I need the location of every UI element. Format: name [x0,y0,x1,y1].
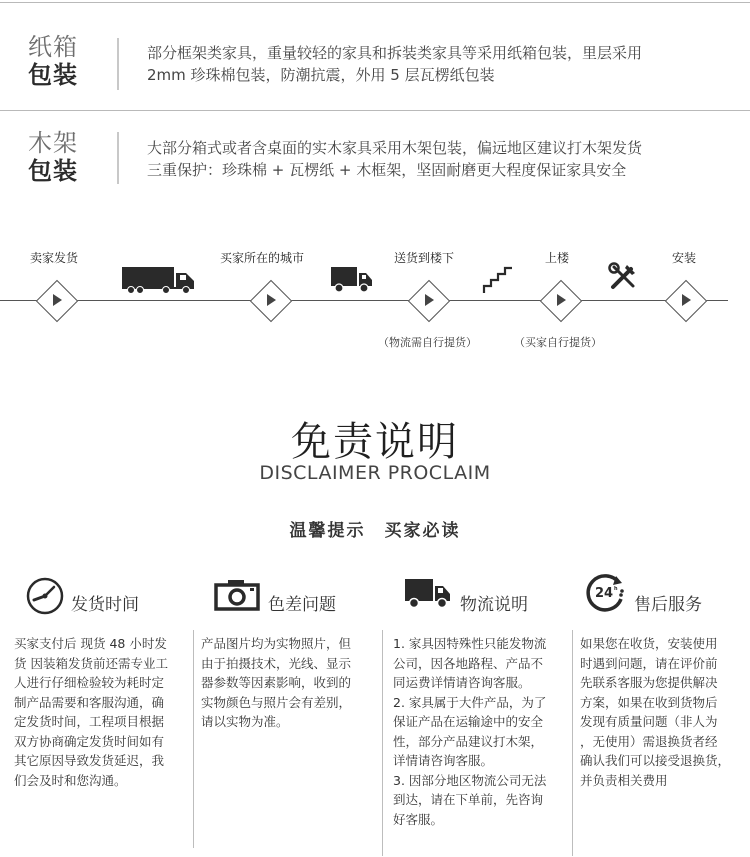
play-icon [425,294,434,306]
carton-title-line1: 纸箱 [28,33,78,61]
logistics-heading: 物流说明 [460,595,528,615]
svg-text:h: h [614,586,618,592]
delivery-truck-icon [405,577,451,609]
step-downstairs: 送货到楼下 [394,251,455,265]
disclaimer-subtitle: DISCLAIMER PROCLAIM [259,462,491,484]
carton-text-line1: 部分框架类家具，重量较轻的家具和拆装类家具等采用纸箱包装，里层采用 [147,44,643,62]
note-buyer-pickup: （买家自行提货） [514,336,602,349]
play-icon [267,294,276,306]
stairs-icon [482,266,514,294]
shipping-time-heading: 发货时间 [71,595,139,615]
camera-icon [214,579,260,611]
svg-text:24: 24 [594,586,614,601]
wood-text [147,137,642,181]
step-upstairs: 上楼 [545,251,570,265]
color-difference-heading: 色差问题 [268,595,336,615]
carton-title [28,33,78,89]
play-icon [682,294,691,306]
wood-text-line2: 三重保护：珍珠棉 + 瓦楞纸 + 木框架，坚固耐磨更大程度保证家具安全 [147,161,627,179]
column-separator [572,630,573,856]
wood-title-line2: 包装 [28,157,78,185]
wood-title-line1: 木架 [28,129,78,157]
small-truck-icon [331,265,373,295]
24h-service-icon [583,571,627,615]
after-sales-text: 如果您在收货，安装使用 时遇到问题，请在评价前 先联系客服为您提供解决 方案，如果在收到货物后 发现有质量问题（非人为 ，无使用）需退换货者经 确认我们可以接受退换货， 并负责相关费用 [580,636,731,788]
shipping-time-text: 买家支付后 现货 48 小时发 货 因装箱发货前还需专业工 人进行仔细检验较为耗时定 制产品需要和客服沟通，确 定发货时间，工程项目根据 双方协商确定发货时间如有 其它原因导致发货延迟，我 们会及时和您沟通。 [14,636,168,788]
note-logistics-pickup: （物流需自行提货） [378,336,477,349]
carton-title-line2: 包装 [28,61,78,89]
step-buyer-city: 买家所在的城市 [220,251,305,265]
play-icon [557,294,566,306]
wood-divider [117,132,119,184]
section-divider [0,110,750,111]
disclaimer-title: 免责说明 [291,419,459,465]
logistics-text: 1. 家具因特殊性只能发物流 公司，因各地路程、产品不 同运费详情请咨询客服。 2. 家具属于大件产品，为了 保证产品在运输途中的安全 性，部分产品建议打木架， 详情请咨询客服。 3. 因部分地区物流公司无法 到达，请在下单前，先咨询 好客服。 [393,636,547,827]
wood-text-line1: 大部分箱式或者含桌面的实木家具采用木架包装，偏远地区建议打木架发货 [147,139,643,157]
after-sales-heading: 售后服务 [634,595,702,615]
step-install: 安装 [672,251,697,265]
timeline-line [0,300,728,301]
color-difference-text: 产品图片均为实物照片，但 由于拍摄技术，光线、显示 器参数等因素影响，收到的 实物颜色与照片会有差别， 请以实物为准。 [201,636,352,729]
truck-icon [122,265,196,295]
wood-title [28,129,78,185]
carton-text [147,42,642,86]
tools-icon [608,262,638,292]
play-icon [53,294,62,306]
top-divider [0,2,750,3]
carton-divider [117,38,119,90]
reminder-text: 温馨提示 买家必读 [289,521,461,541]
carton-text-line2: 2mm 珍珠棉包装，防潮抗震，外用 5 层瓦楞纸包装 [147,66,495,84]
step-seller-ship: 卖家发货 [30,251,79,265]
clock-icon [25,576,65,616]
column-separator [382,630,383,856]
